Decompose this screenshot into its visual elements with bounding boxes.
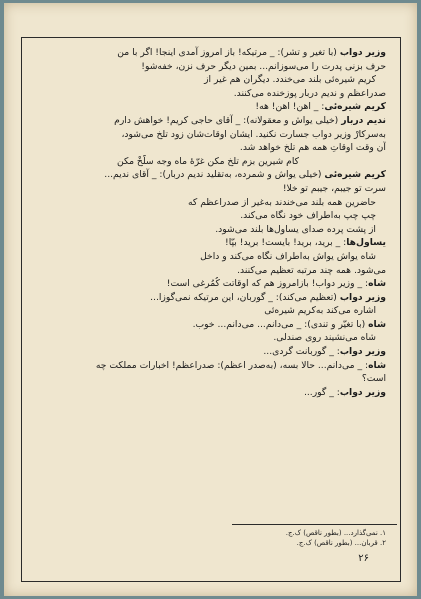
text-line: [30, 372, 386, 386]
text-line: [30, 250, 386, 264]
text-line: [30, 386, 386, 400]
text-line: [30, 318, 386, 332]
line-text: : _ گوربانت گردی...: [263, 346, 340, 358]
line-text: شاه می‌نشیند روی صندلی.: [273, 332, 376, 344]
line-text: سرت تو جیبم، جیبم تو خلا!: [282, 182, 386, 194]
speaker-name: وزیر دواب: [339, 47, 386, 58]
line-text: اشاره می‌کند به‌کریم شیره‌ئی: [264, 305, 376, 317]
speaker-name: کریم شیره‌ئی: [324, 101, 386, 113]
speaker-name: کریم شیره‌ئی: [324, 169, 386, 181]
text-line: [30, 345, 386, 359]
speaker-name: ندیم دربار: [341, 114, 386, 126]
speaker-name: وزیر دواب: [339, 291, 386, 303]
line-text: حاضرین همه بلند می‌خندند به‌غیر از صدراعظم که: [187, 196, 376, 208]
text-line: [30, 100, 386, 114]
line-text: آن وقت اوقاتِ همه هم تلخ خواهد شد.: [239, 142, 386, 154]
text-line: [30, 359, 386, 373]
line-text: می‌شود. همه چند مرتبه تعظیم می‌کنند.: [237, 264, 386, 276]
text-line: [30, 128, 386, 142]
text-line: [30, 155, 386, 169]
line-text: صدراعظم و ندیم دربار پوزخنده می‌کنند.: [233, 87, 386, 99]
line-text: : _ گور...: [303, 386, 340, 398]
text-line: [30, 46, 386, 60]
text-line: [30, 331, 386, 345]
line-text: است؟: [361, 373, 386, 385]
speaker-name: وزیر دواب: [339, 386, 386, 398]
footnote-2: ۲. قربان... (بطور ناقص) ک.ج.: [296, 539, 386, 547]
footnotes: [30, 528, 386, 548]
text-line: [30, 60, 386, 74]
line-text: (تعظیم می‌کند): _ گوربان، این مرتیکه نمی‌گوزا...: [150, 291, 340, 303]
speaker-name: شاه: [368, 318, 386, 330]
line-text: چپ چپ به‌اطراف خود نگاه می‌کند.: [240, 210, 376, 222]
line-text: (خیلی یواش و معقولانه): _ آقای حاجی کریم! خواهش دارم: [114, 114, 342, 126]
text-line: [30, 114, 386, 128]
speaker-name: وزیر دواب: [339, 346, 386, 358]
play-text: [30, 46, 386, 399]
text-line: [30, 182, 386, 196]
speaker-name: یساول‌ها: [346, 237, 386, 249]
line-text: (خیلی یواش و شمرده، به‌تقلید ندیم دربار): _ آقای ندیم...: [104, 169, 325, 181]
text-line: [30, 141, 386, 155]
line-text: کریم شیره‌ئی بلند می‌خندد. دیگران هم غیر از: [204, 74, 376, 86]
line-text: : _ وزیر دواب! بازامروز هم که اوقاتت کُمُرغی است!: [166, 278, 369, 290]
text-line: [30, 196, 386, 210]
line-text: حرف بزنی پدرت را می‌سوزانم... بمین دیگر حرف نزن، خفه‌شو!: [141, 60, 386, 72]
line-text: : _ اهن! اهن! هه!: [255, 101, 325, 113]
text-line: [30, 277, 386, 291]
line-text: به‌سرکارْ وزیر دواب جسارت نکنید. ایشان اوقات‌شان زود تلخ می‌شود،: [121, 128, 386, 140]
line-text: کام شیرین بزم تلخ مکن غرّهٔ ماه وجه سلّخْ مکن: [117, 155, 299, 167]
text-line: [30, 73, 386, 87]
line-text: (با تغیّر و تندی): _ می‌دانم... می‌دانم... خوب.: [192, 318, 369, 330]
speaker-name: شاه: [368, 278, 386, 290]
line-text: : _ برید، برید! بایست! برید! بپّا!: [225, 237, 347, 249]
footnote-1: ۱. نمی‌گذارد... (بطور ناقص) ک.ج.: [285, 529, 386, 537]
footnote-rule: [232, 524, 397, 525]
text-line: [30, 304, 386, 318]
speaker-name: شاه: [368, 359, 386, 371]
text-line: [30, 168, 386, 182]
line-text: (با تغیر و تشر): _ مرتیکه! باز امروز آمدی اینجا! اگر با من: [117, 47, 340, 58]
text-line: [30, 209, 386, 223]
line-text: از پشت پرده صدای یساول‌ها بلند می‌شود.: [215, 223, 376, 235]
text-line: [30, 264, 386, 278]
page-number: ۲۶: [358, 553, 369, 564]
line-text: : _ می‌دانم... حالا بسه، (به‌صدر اعظم): صدراعظم! اخبارات مملکت چه: [95, 359, 369, 371]
text-line: [30, 291, 386, 305]
text-line: [30, 236, 386, 250]
text-line: [30, 87, 386, 101]
line-text: شاه یواش یواش به‌اطراف نگاه می‌کند و داخل: [200, 250, 376, 262]
text-line: [30, 223, 386, 237]
